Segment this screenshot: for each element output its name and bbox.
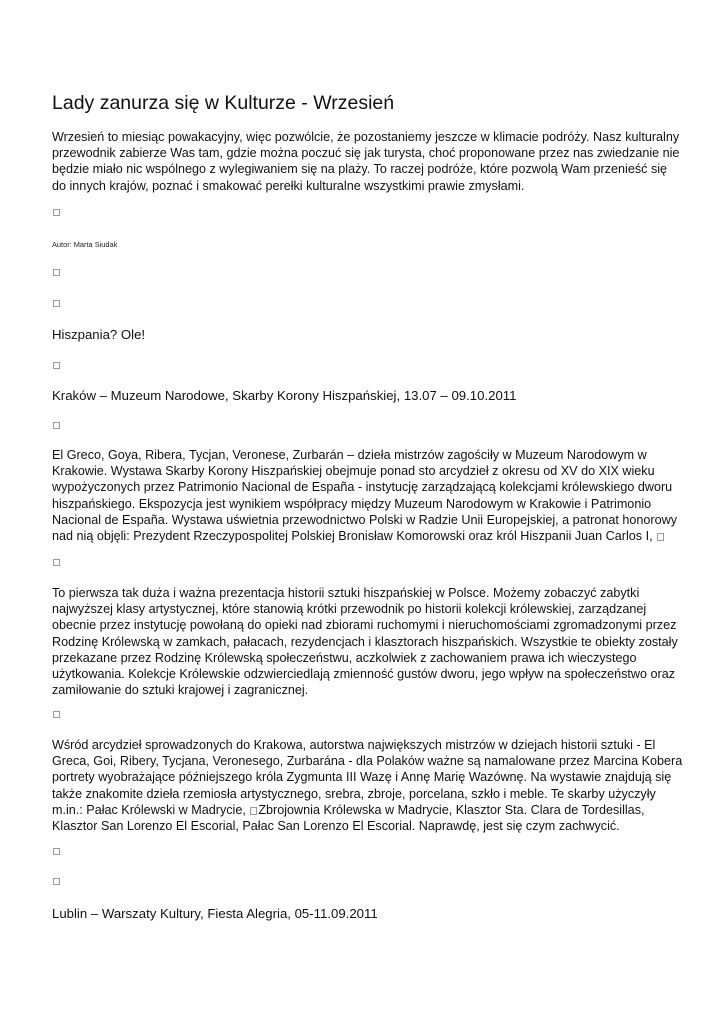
paragraph-line-text: nad nią objęli: Prezydent Rzeczypospolitej Polskiej Bronisław Komorowski oraz król Hiszpanii Juan Carlos I, <box>52 529 653 544</box>
paragraph-line: użytkowania. Kolekcje Królewskie odzwierciedlają zmienność gustów dworu, jego wpływ na społeczeństwo oraz <box>52 667 675 682</box>
broken-image-icon <box>53 711 60 718</box>
paragraph-line: także znakomite dzieła rzemiosła artystycznego, srebra, zbroje, porcelana, szkło i meble. Te skarby użyczyły <box>52 786 656 801</box>
paragraph-line: zamiłowanie do sztuki krajowej i zagranicznej. <box>52 683 309 698</box>
paragraph-line: Greca, Goi, Ribery, Tycjana, Veronesego, Zurbarána - dla Polaków ważne są namalowane przez Marcina Kobera <box>52 754 683 769</box>
paragraph-line: przekazane przez Rodzinę Królewską społeczeństwu, aczkolwiek z zachowaniem prawa ich wieczystego <box>52 650 637 665</box>
paragraph-line: Klasztor San Lorenzo El Escorial, Pałac San Lorenzo El Escorial. Naprawdę, jest się czym zachwycić. <box>52 819 620 834</box>
paragraph-line: portrety wyobrażające późniejszego króla Zygmunta III Wazę i Annę Marię Wazównę. Na wystawie znajdują się <box>52 770 672 785</box>
paragraph-line: wypożyczonych przez Patrimonio Nacional de España - instytucję zarządzającą kolekcjami królewskiego dworu <box>52 480 673 495</box>
intro-paragraph <box>52 129 680 194</box>
broken-image-icon <box>250 807 257 815</box>
broken-image-icon <box>53 269 60 276</box>
paragraph-line-text: Zbrojownia Królewska w Madrycie, Klasztor Sta. Clara de Tordesillas, <box>258 802 645 817</box>
paragraph-1 <box>52 447 677 544</box>
paragraph-line: Wśród arcydzieł sprowadzonych do Krakowa, autorstwa największych mistrzów w dziejach historii sztuki - El <box>52 738 656 752</box>
paragraph-line: najwyższej klasy artystycznej, które stanowią krótki przewodnik po historii kolekcji królewskiej, zarządzanej <box>52 602 647 617</box>
broken-image-icon <box>53 300 60 307</box>
paragraph-line: hiszpańskiego. Ekspozycja jest wynikiem współpracy między Muzeum Narodowym w Krakowie i Patrimonio <box>52 496 652 511</box>
paragraph-line: Krakowie. Wystawa Skarby Korony Hiszpańskiej obejmuje ponad sto arcydzieł z okresu od XV do XIX wieku <box>52 464 655 479</box>
paragraph-3 <box>52 737 683 834</box>
broken-image-icon <box>657 533 664 541</box>
paragraph-2 <box>52 585 678 698</box>
paragraph-line: Nacional de España. Wystawa uświetnia przewodnictwo Polski w Radzie Unii Europejskiej, a patronat honorowy <box>52 512 677 527</box>
broken-image-icon <box>53 362 60 369</box>
event-lublin: Lublin – Warszaty Kultury, Fiesta Alegria, 05-11.09.2011 <box>52 906 378 921</box>
broken-image-icon <box>53 878 60 885</box>
paragraph-line-with-icon <box>52 802 667 818</box>
intro-line: Wrzesień to miesiąc powakacyjny, więc pozwólcie, że pozostaniemy jeszcze w klimacie podróży. Nasz kulturalny <box>52 130 680 144</box>
paragraph-line: Rodzinę Królewską w zamkach, pałacach, rezydencjach i klasztorach hiszpańskich. Wszystkie te obiekty zostały <box>52 634 678 649</box>
article-title: Lady zanurza się w Kulturze - Wrzesień <box>52 92 395 114</box>
intro-line: będzie miało nic wspólnego z wylegiwaniem się na plaży. To raczej podróże, które pozwolą Wam przenieść się <box>52 162 668 177</box>
event-krakow: Kraków – Muzeum Narodowe, Skarby Korony Hiszpańskiej, 13.07 – 09.10.2011 <box>52 388 517 403</box>
broken-image-icon <box>53 559 60 566</box>
paragraph-line-last <box>52 528 667 544</box>
intro-line: przewodnik zabierze Was tam, gdzie można poczuć się jak turysta, choć proponowane przez nas zwiedzanie nie <box>52 146 680 161</box>
author-line: Autor: Marta Siudak <box>52 240 118 249</box>
broken-image-icon <box>53 848 60 855</box>
broken-image-icon <box>53 209 60 216</box>
intro-line: do innych krajów, poznać i smakować perełki kulturalne wszystkimi prawie zmysłami. <box>52 178 525 193</box>
paragraph-line: To pierwsza tak duża i ważna prezentacja historii sztuki hiszpańskiej w Polsce. Możemy zobaczyć zabytki <box>52 586 640 600</box>
paragraph-line: El Greco, Goya, Ribera, Tycjan, Veronese, Zurbarán – dzieła mistrzów zagościły w Muzeum Narodowym w <box>52 448 647 462</box>
paragraph-line: obecnie przez instytucję powołaną do opieki nad zbiorami ruchomymi i nieruchomościami zgromadzonymi przez <box>52 618 677 633</box>
broken-image-icon <box>53 422 60 429</box>
paragraph-line-text: m.in.: Pałac Królewski w Madrycie, <box>52 802 246 817</box>
section-heading: Hiszpania? Ole! <box>52 327 146 342</box>
